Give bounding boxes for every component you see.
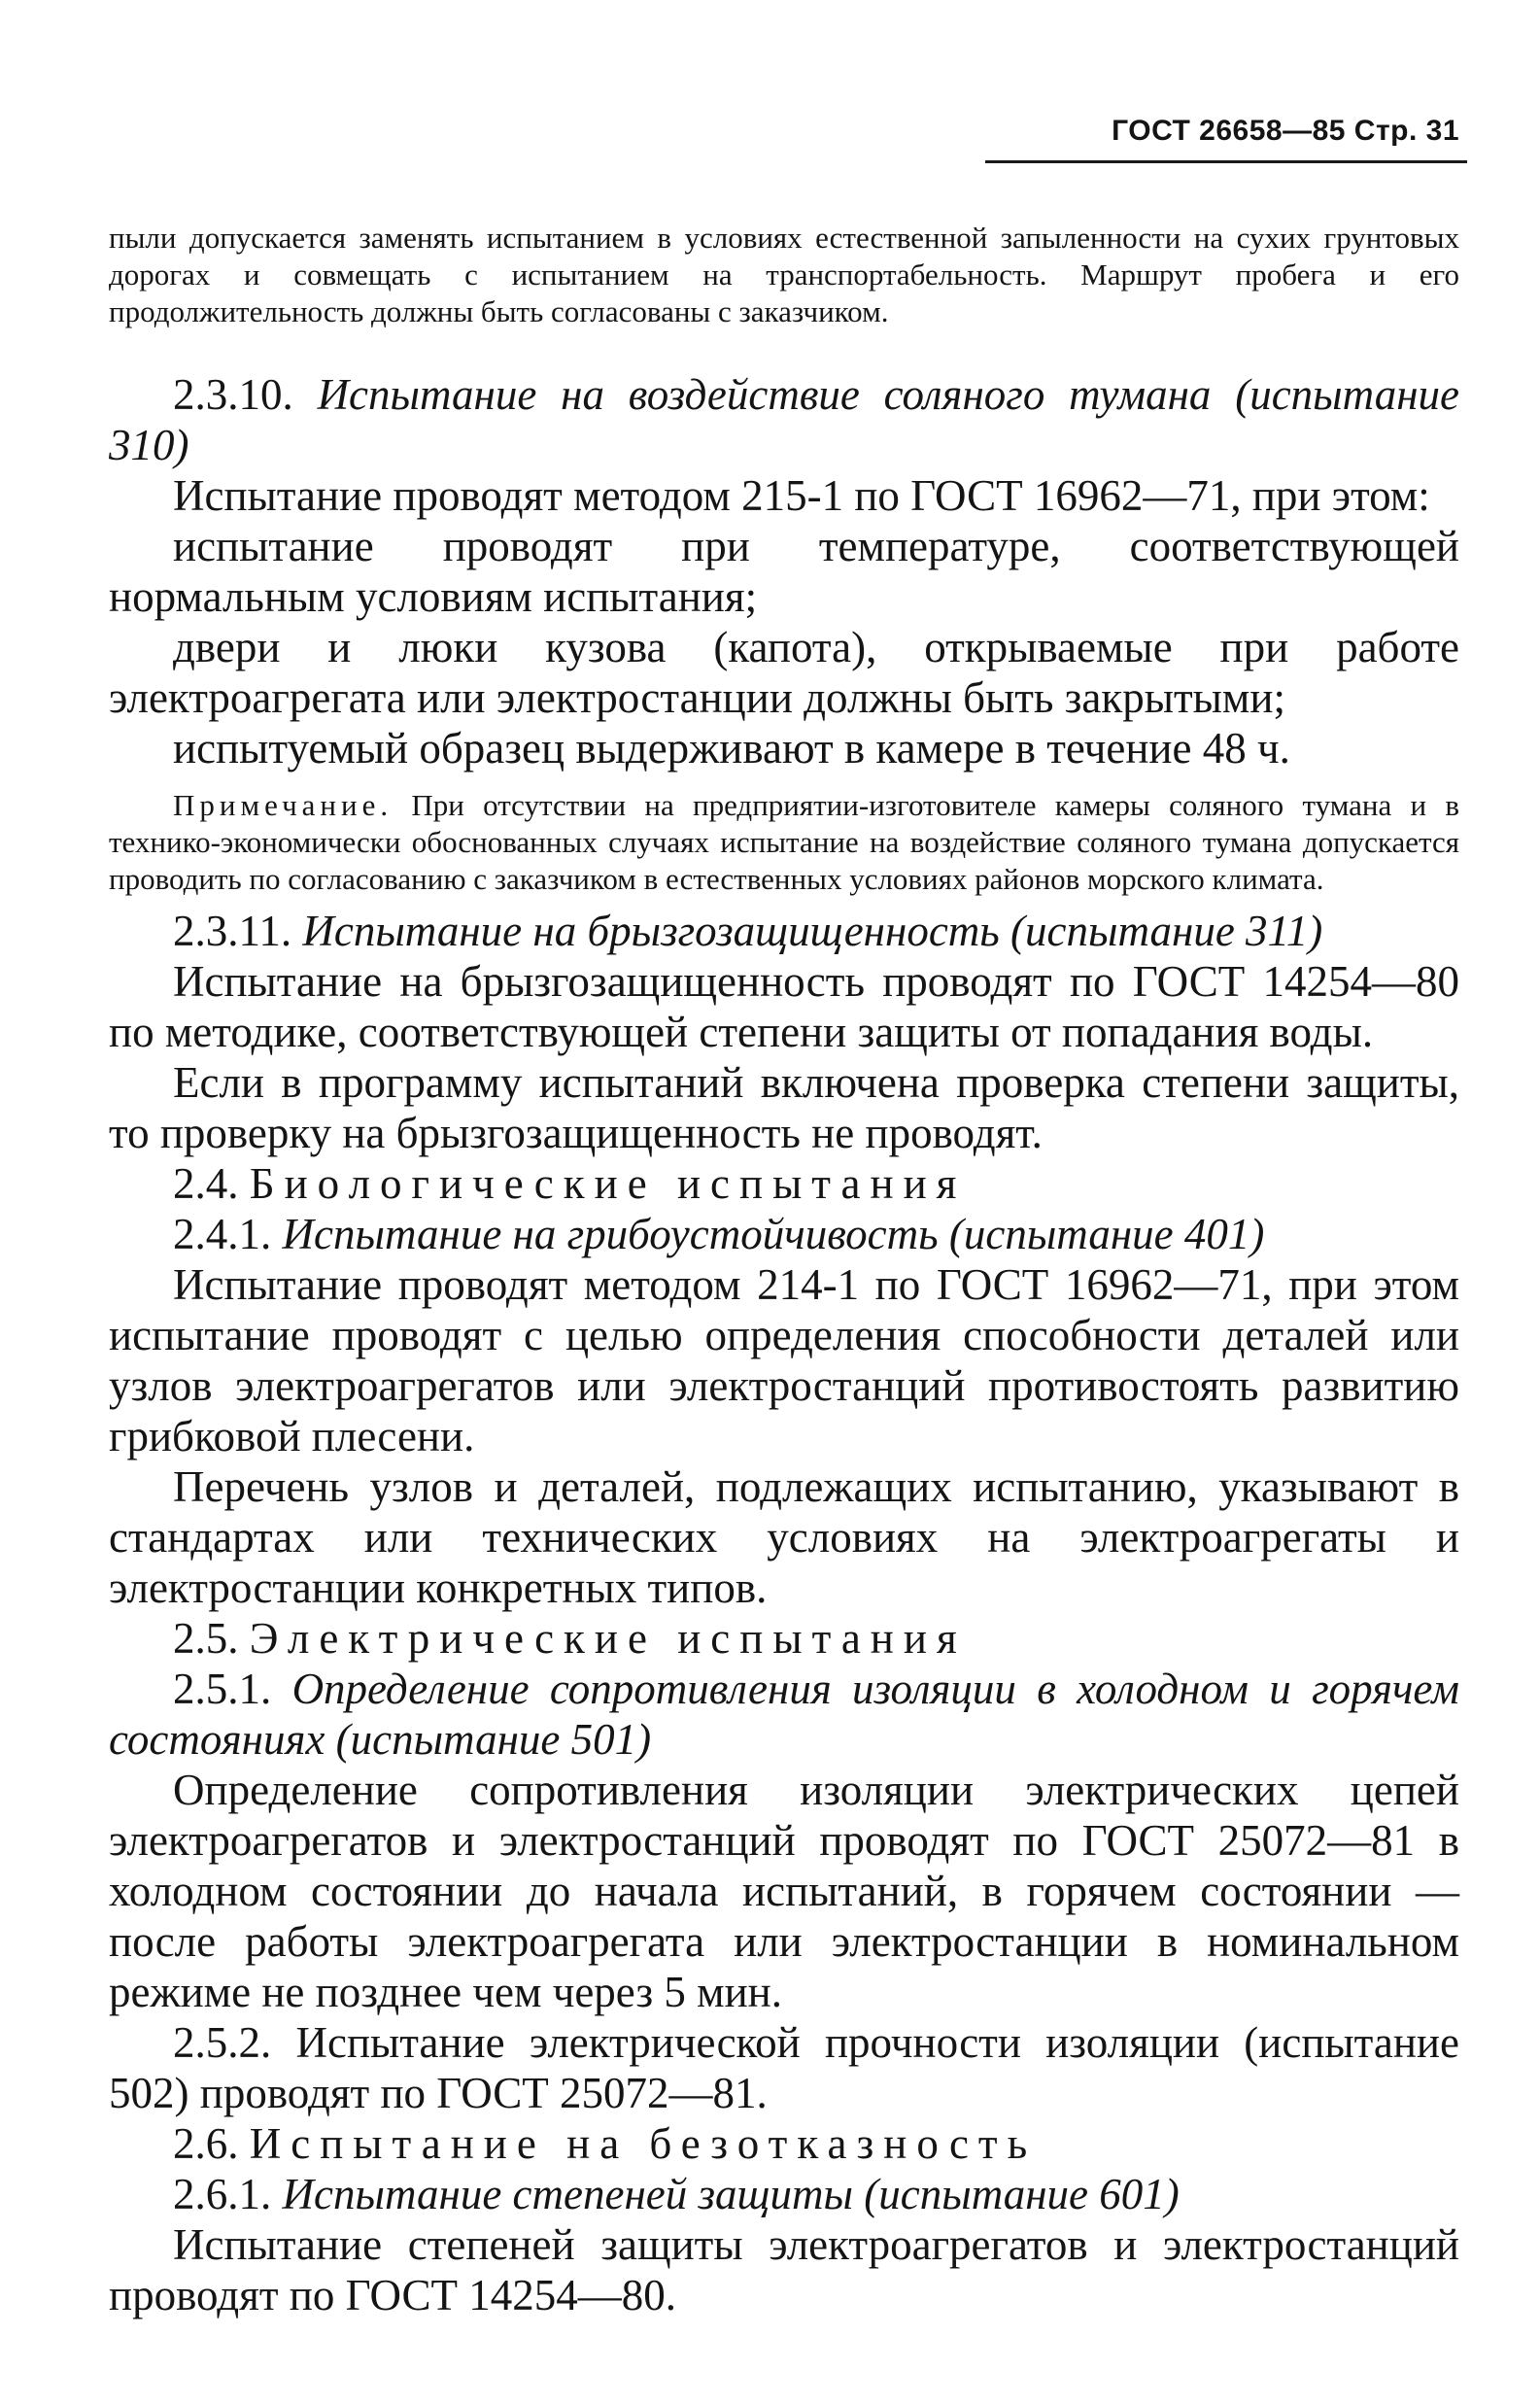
paragraph: Испытание на брызгозащищенность проводят по ГОСТ 14254—80 по методике, соответствующей степени защиты от попадания воды. <box>109 957 1459 1056</box>
section-number: 2.5. <box>173 1614 239 1663</box>
section-title: Электрические испытания <box>249 1614 967 1663</box>
section-title: Испытание на грибоустойчивость (испытание 401) <box>282 1210 1265 1258</box>
section-number: 2.3.11. <box>173 907 292 955</box>
paragraph: Перечень узлов и деталей, подлежащих испытанию, указывают в стандартах или технических условиях на электроагрегаты и электростанции конкретных типов. <box>109 1462 1459 1612</box>
section-number: 2.3.10. <box>173 370 293 419</box>
paragraph: испытуемый образец выдерживают в камере в течение 48 ч. <box>173 724 1290 773</box>
section-number: 2.6. <box>173 2119 239 2168</box>
note-text: При отсутствии на предприятии-изготовителе камеры соляного тумана и в технико-экономически обоснованных случаях испытание на воздействие соляного тумана допускается проводить по согласованию с заказчиком в естественных условиях районов морского климата. <box>109 788 1459 896</box>
document-body <box>109 369 1459 2320</box>
section-2-5-2-paragraph: 2.5.2. Испытание электрической прочности изоляции (испытание 502) проводят по ГОСТ 25072—81. <box>109 2018 1459 2117</box>
paragraph: двери и люки кузова (капота), открываемые при работе электроагрегата или электростанции должны быть закрытыми; <box>109 623 1459 722</box>
section-number: 2.4. <box>173 1159 239 1208</box>
section-title: Испытание на безотказность <box>249 2119 1038 2168</box>
section-title: Испытание на брызгозащищенность (испытание 311) <box>302 907 1323 955</box>
section-2-4-heading <box>109 1158 1459 1209</box>
paragraph: Испытание степеней защиты электроагрегатов и электростанций проводят по ГОСТ 14254—80. <box>109 2220 1459 2319</box>
note-label: Примечание. <box>173 788 394 822</box>
section-2-6-1-heading <box>109 2169 1459 2219</box>
section-2-3-11-heading <box>109 906 1459 956</box>
section-number: 2.5.1. <box>173 1665 272 1713</box>
paragraph: Испытание проводят методом 215-1 по ГОСТ 16962—71, при этом: <box>173 471 1430 520</box>
section-2-6-heading <box>109 2118 1459 2169</box>
header-rule <box>985 160 1467 163</box>
intro-paragraph: пыли допускается заменять испытанием в условиях естественной запыленности на сухих грунтовых дорогах и совмещать с испытанием на транспортабельность. Маршрут пробега и его продолжительность должны быть согласованы с заказчиком. <box>109 221 1459 328</box>
note <box>109 787 1459 898</box>
section-2-5-heading <box>109 1613 1459 1664</box>
section-2-3-10-heading <box>109 369 1459 470</box>
paragraph: Если в программу испытаний включена проверка степени защиты, то проверку на брызгозащищенность не проводят. <box>109 1058 1459 1157</box>
section-2-5-1-heading <box>109 1664 1459 1765</box>
section-title: Определение сопротивления изоляции в холодном и горячем состояниях (испытание 501) <box>109 1665 1460 1764</box>
section-2-4-1-heading <box>109 1209 1459 1259</box>
paragraph: Определение сопротивления изоляции электрических цепей электроагрегатов и электростанций проводят по ГОСТ 25072—81 в холодном состоянии до начала испытаний, в горячем состоянии — после работы электроагрегата или электростанции в номинальном режиме не позднее чем через 5 мин. <box>109 1766 1459 2016</box>
section-title: Испытание на воздействие соляного тумана (испытание 310) <box>109 370 1459 469</box>
paragraph: Испытание проводят методом 214-1 по ГОСТ 16962—71, при этом испытание проводят с целью определения способности деталей или узлов электроагрегатов или электростанций противостоять развитию грибковой плесени. <box>109 1260 1459 1460</box>
section-title: Испытание степеней защиты (испытание 601) <box>282 2170 1180 2218</box>
section-title: Биологические испытания <box>249 1159 967 1208</box>
section-number: 2.4.1. <box>173 1210 272 1258</box>
section-number: 2.6.1. <box>173 2170 272 2218</box>
page-header: ГОСТ 26658—85 Стр. 31 <box>1112 115 1459 147</box>
paragraph: испытание проводят при температуре, соответствующей нормальным условиям испытания; <box>109 522 1459 621</box>
